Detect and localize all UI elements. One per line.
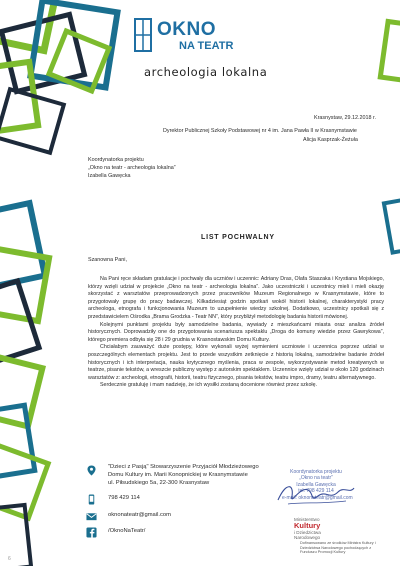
paragraph-2: Kolejnymi punktami projektu były samodzielne badania, wywiady z mieszkańcami miasta oraz analiza źródeł historycznych. Doprowadziły one do przygotowania scenariusza spektaklu „Droga do komuny wiedzie przez Gawrykowa”, którego premiera odbyła się 28 i 29 grudnia w Krasnostawskim Domu Kultury. [88,321,384,343]
logo-title: OKNO [157,19,216,40]
okno-na-teatr-logo [134,12,268,82]
page-number: 6 [8,556,11,562]
recipient-name: Alicja Kasprzak-Żeżuła [303,137,358,143]
location-pin-icon [86,465,97,476]
window-logo-icon [134,18,152,52]
letter-body [88,276,384,390]
ministry-line-3: i Dziedzictwa [294,530,321,535]
recipient-institution: Dyrektor Publicznej Szkoły Podstawowej nr 4 im. Jana Pawła II w Krasnymstawie [163,128,357,134]
ministry-line-4: Narodowego [294,535,321,540]
facebook-handle[interactable]: /OknoNaTeatr/ [108,528,146,534]
sender-name: Izabella Gawęcka [88,173,131,179]
email-icon [86,511,97,522]
sender-project: „Okno na teatr - archeologia lokalna” [88,165,176,171]
salutation: Szanowna Pani, [88,257,127,263]
logo-subtitle: NA TEATR [179,40,234,52]
ministry-line-2: Kultury [294,521,321,530]
logo-tagline: archeologia lokalna [144,65,268,79]
stamp-line-4: tel. 798 429 114 [298,488,334,495]
org-name-line2: Domu Kultury im. Marii Konopnickiej w Krasnymstawie [108,472,248,478]
letter-title: LIST POCHWALNY [201,234,275,241]
stamp-line-1: Koordynatorka projektu [290,469,342,475]
ministry-line-1: Ministerstwo [294,517,320,522]
phone-number[interactable]: 798 429 114 [108,495,140,501]
phone-icon [86,494,97,505]
org-address: ul. Piłsudskiego 5a, 22-300 Krasnystaw [108,480,210,486]
email-address[interactable]: oknonateatr@gmail.com [108,512,171,518]
stamp-line-3: Izabella Gawęcka [296,481,336,488]
org-name-line1: "Dzieci z Pasją" Stowarzyszenie Przyjaciół Młodzieżowego [108,464,259,470]
stamp-line-5: e-mail: oknonateatr@gmail.com [282,494,353,501]
facebook-icon [86,527,97,538]
funding-note: Dofinansowano ze środków Ministra Kultury i Dziedzictwa Narodowego pochodzących z Funduszu Promocji Kultury [300,541,376,555]
paragraph-3: Chciałabym zauważyć duże postępy, które wykonali wyżej wymienieni uczniowie i uczennica poprzez udział w poszczególnych elementach projektu. Jest to przede wszystkim zetknięcie z historią lokalną, samodzielne badanie źródeł historycznych i ich interpretacja, nauka krytycznego myślenia, praca w zespole, wykorzystywanie metod kreatywnych w teatrze, pisanie tekstów, a wreszcie publiczny występ z autorskim spektaklem. Uczennice wzięły udział w około 120 godzinach warsztatów z: archeologii, etnografii, historii, teatru fizycznego, pisania tekstów, teatru impro, dramy, teatru alternatywnego. [88,344,384,381]
sender-role: Koordynatorka projektu [88,157,144,163]
ministry-logo [294,517,354,540]
paragraph-4: Serdecznie gratuluję i mam nadzieję, że ich wysiłki zostaną docenione również przez szkołę. [100,382,317,389]
handwritten-signature [268,474,358,514]
stamp-line-2: „Okno na teatr” [299,475,333,482]
place-date: Krasnystaw, 29.12.2018 r. [314,115,377,121]
paragraph-1: Na Pani ręce składam gratulacje i pochwały dla uczniów i uczennic: Adriany Dras, Olafa Staszaka i Krystiana Mojskiego, którzy wzięli udział w projekcie „Okno na teatr - archeologia lokalna”. Jako uczestniczki i uczestnicy mieli i mieli okazję skorzystać z warsztatów przeprowadzonych przez pracowników Muzeum Regionalnego w Krasnymstawie, które to przygotowały grupę do pracy badawczej. Kilkadziesiąt godzin spotkań wokół historii lokalnej, charakterystyki pracy archeologa, etnografa i funkcjonowania Muzeum to uzupełnienie wiedzy szkolnej. Dodatkowo, uczestnicy spotkali się z przedstawicielem Ośrodka „Brama Grodzka - Teatr NN”, który przybliżył metodologię badania historii mówionej. [88,276,384,320]
